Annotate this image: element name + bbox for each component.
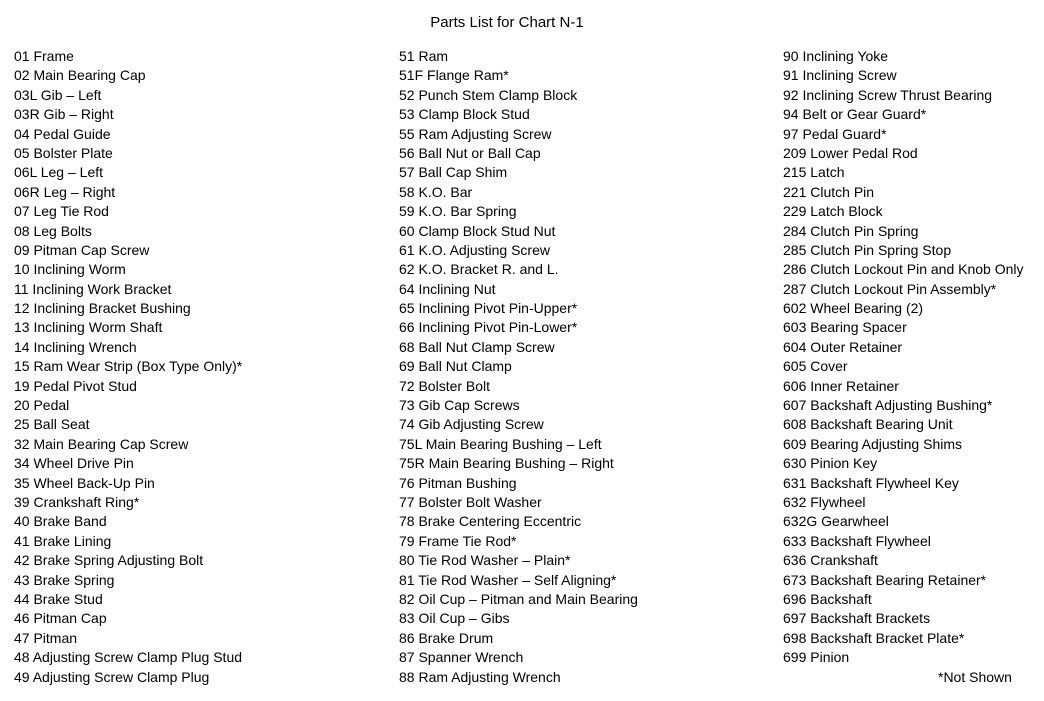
parts-column-2: [399, 47, 638, 687]
part-list-item: 631 Backshaft Flywheel Key: [783, 474, 959, 491]
part-list-item: 14 Inclining Wrench: [14, 338, 137, 355]
part-list-item: 221 Clutch Pin: [783, 183, 875, 200]
part-list-item: 25 Ball Seat: [14, 416, 90, 433]
part-list-item: 697 Backshaft Brackets: [783, 610, 931, 627]
part-list-item: 77 Bolster Bolt Washer: [399, 493, 542, 510]
part-list-item: 12 Inclining Bracket Bushing: [14, 300, 191, 317]
part-list-item: 59 K.O. Bar Spring: [399, 203, 517, 220]
part-list-item: 76 Pitman Bushing: [399, 474, 517, 491]
part-list-item: 69 Ball Nut Clamp: [399, 358, 512, 375]
part-list-item: 40 Brake Band: [14, 513, 107, 530]
part-list-item: 03L Gib – Left: [14, 86, 102, 103]
part-list-item: 04 Pedal Guide: [14, 125, 111, 142]
part-list-item: 06L Leg – Left: [14, 164, 104, 181]
part-list-item: 632 Flywheel: [783, 493, 866, 510]
part-list-item: 633 Backshaft Flywheel: [783, 532, 931, 549]
part-list-item: 72 Bolster Bolt: [399, 377, 491, 394]
part-list-item: 08 Leg Bolts: [14, 222, 92, 239]
part-list-item: 46 Pitman Cap: [14, 610, 107, 627]
part-list-item: 215 Latch: [783, 164, 845, 181]
part-list-item: 608 Backshaft Bearing Unit: [783, 416, 953, 433]
part-list-item: 10 Inclining Worm: [14, 261, 126, 278]
parts-column-1: [14, 47, 242, 687]
part-list-item: 60 Clamp Block Stud Nut: [399, 222, 556, 239]
parts-column-3: [783, 47, 1024, 668]
part-list-item: 75R Main Bearing Bushing – Right: [399, 455, 614, 472]
part-list-item: 52 Punch Stem Clamp Block: [399, 86, 578, 103]
part-list-item: 58 K.O. Bar: [399, 183, 473, 200]
part-list-item: 94 Belt or Gear Guard*: [783, 106, 927, 123]
part-list-item: 673 Backshaft Bearing Retainer*: [783, 571, 987, 588]
part-list-item: 91 Inclining Screw: [783, 67, 897, 84]
part-list-item: 604 Outer Retainer: [783, 338, 903, 355]
part-list-item: 43 Brake Spring: [14, 571, 115, 588]
part-list-item: 11 Inclining Work Bracket: [14, 280, 172, 297]
part-list-item: 02 Main Bearing Cap: [14, 67, 146, 84]
part-list-item: 78 Brake Centering Eccentric: [399, 513, 582, 530]
part-list-item: 83 Oil Cup – Gibs: [399, 610, 510, 627]
page-title: Parts List for Chart N-1: [430, 14, 584, 31]
part-list-item: 51F Flange Ram*: [399, 67, 509, 84]
part-list-item: 699 Pinion: [783, 649, 850, 666]
part-list-item: 06R Leg – Right: [14, 183, 116, 200]
part-list-item: 05 Bolster Plate: [14, 144, 113, 161]
part-list-item: 607 Backshaft Adjusting Bushing*: [783, 397, 993, 414]
part-list-item: 74 Gib Adjusting Screw: [399, 416, 544, 433]
part-list-item: 65 Inclining Pivot Pin-Upper*: [399, 300, 578, 317]
part-list-item: 48 Adjusting Screw Clamp Plug Stud: [14, 649, 243, 666]
part-list-item: 285 Clutch Pin Spring Stop: [783, 241, 952, 258]
part-list-item: 75L Main Bearing Bushing – Left: [399, 435, 602, 452]
part-list-item: 92 Inclining Screw Thrust Bearing: [783, 86, 993, 103]
part-list-item: 229 Latch Block: [783, 203, 883, 220]
part-list-item: 66 Inclining Pivot Pin-Lower*: [399, 319, 578, 336]
part-list-item: 03R Gib – Right: [14, 106, 114, 123]
not-shown-footnote: *Not Shown: [938, 669, 1012, 685]
part-list-item: 53 Clamp Block Stud: [399, 106, 530, 123]
part-list-item: 39 Crankshaft Ring*: [14, 493, 140, 510]
part-list-item: 47 Pitman: [14, 629, 78, 646]
part-list-item: 42 Brake Spring Adjusting Bolt: [14, 552, 204, 569]
part-list-item: 632G Gearwheel: [783, 513, 889, 530]
part-list-item: 88 Ram Adjusting Wrench: [399, 668, 561, 685]
part-list-item: 62 K.O. Bracket R. and L.: [399, 261, 559, 278]
part-list-item: 606 Inner Retainer: [783, 377, 899, 394]
part-list-item: 630 Pinion Key: [783, 455, 878, 472]
part-list-item: 698 Backshaft Bracket Plate*: [783, 629, 965, 646]
part-list-item: 49 Adjusting Screw Clamp Plug: [14, 668, 210, 685]
part-list-item: 20 Pedal: [14, 397, 70, 414]
part-list-item: 97 Pedal Guard*: [783, 125, 887, 142]
part-list-item: 286 Clutch Lockout Pin and Knob Only: [783, 261, 1024, 278]
part-list-item: 609 Bearing Adjusting Shims: [783, 435, 962, 452]
part-list-item: 86 Brake Drum: [399, 629, 494, 646]
part-list-item: 15 Ram Wear Strip (Box Type Only)*: [14, 358, 243, 375]
part-list-item: 87 Spanner Wrench: [399, 649, 524, 666]
part-list-item: 81 Tie Rod Washer – Self Aligning*: [399, 571, 617, 588]
part-list-item: 34 Wheel Drive Pin: [14, 455, 134, 472]
part-list-item: 56 Ball Nut or Ball Cap: [399, 144, 541, 161]
part-list-item: 68 Ball Nut Clamp Screw: [399, 338, 555, 355]
part-list-item: 35 Wheel Back-Up Pin: [14, 474, 155, 491]
part-list-item: 603 Bearing Spacer: [783, 319, 907, 336]
part-list-item: 32 Main Bearing Cap Screw: [14, 435, 189, 452]
part-list-item: 19 Pedal Pivot Stud: [14, 377, 137, 394]
part-list-item: 55 Ram Adjusting Screw: [399, 125, 552, 142]
part-list-item: 73 Gib Cap Screws: [399, 397, 520, 414]
part-list-item: 82 Oil Cup – Pitman and Main Bearing: [399, 590, 638, 607]
part-list-item: 13 Inclining Worm Shaft: [14, 319, 163, 336]
part-list-item: 209 Lower Pedal Rod: [783, 144, 918, 161]
part-list-item: 07 Leg Tie Rod: [14, 203, 109, 220]
part-list-item: 605 Cover: [783, 358, 848, 375]
part-list-item: 90 Inclining Yoke: [783, 48, 889, 64]
part-list-item: 01 Frame: [14, 48, 74, 64]
part-list-item: 41 Brake Lining: [14, 532, 112, 549]
part-list-item: 44 Brake Stud: [14, 590, 103, 607]
part-list-item: 636 Crankshaft: [783, 552, 878, 569]
part-list-item: 79 Frame Tie Rod*: [399, 532, 517, 549]
part-list-item: 51 Ram: [399, 48, 449, 64]
part-list-item: 284 Clutch Pin Spring: [783, 222, 919, 239]
part-list-item: 287 Clutch Lockout Pin Assembly*: [783, 280, 997, 297]
part-list-item: 696 Backshaft: [783, 590, 872, 607]
part-list-item: 602 Wheel Bearing (2): [783, 300, 924, 317]
part-list-item: 09 Pitman Cap Screw: [14, 241, 150, 258]
part-list-item: 80 Tie Rod Washer – Plain*: [399, 552, 571, 569]
part-list-item: 61 K.O. Adjusting Screw: [399, 241, 550, 258]
part-list-item: 64 Inclining Nut: [399, 280, 496, 297]
part-list-item: 57 Ball Cap Shim: [399, 164, 508, 181]
